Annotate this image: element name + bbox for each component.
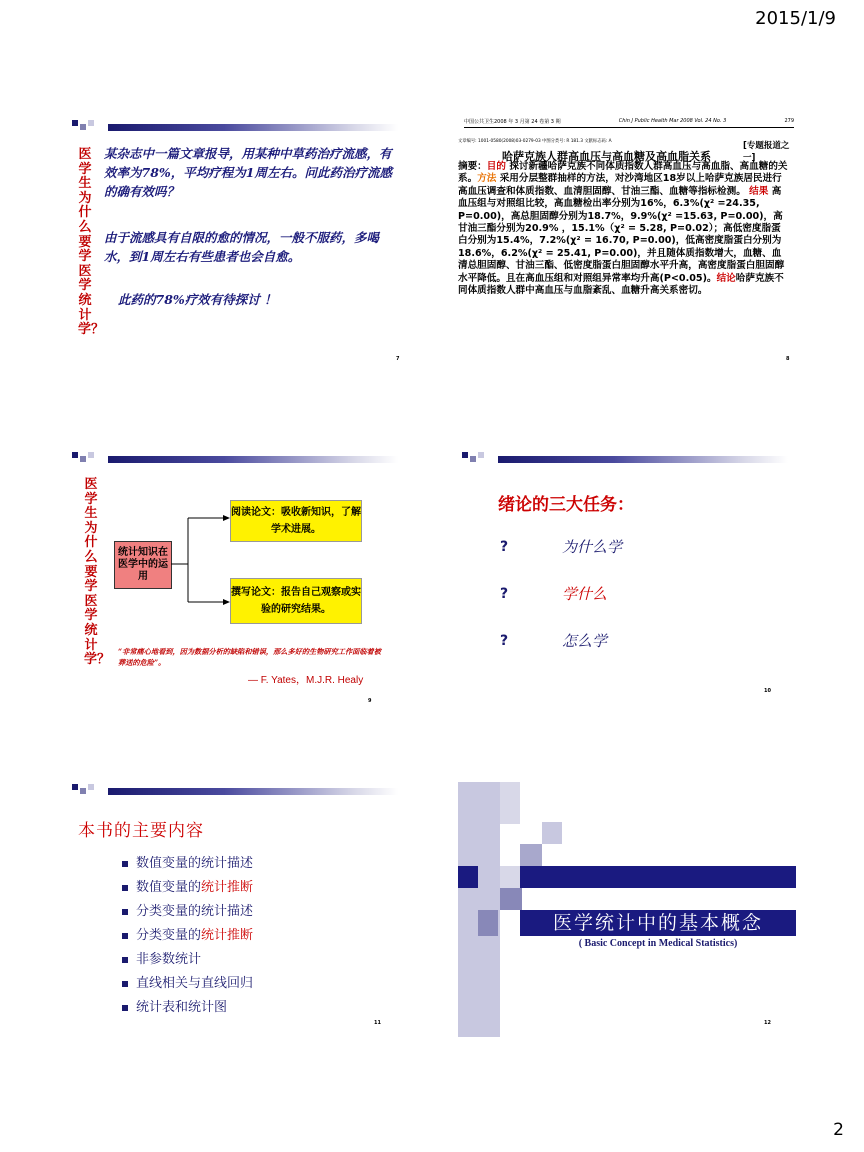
topic-tag: [专题报道之一] — [743, 141, 790, 163]
writing-papers-box: 撰写论文：报告自己观察或实验的研究结果。 — [230, 578, 362, 624]
slide-10 — [458, 450, 798, 705]
slide7-paragraph-2: 由于流感具有自限的愈的情况，一般不服药，多喝水，到1周左右有些患者也会自愈。 — [104, 230, 380, 264]
journal-header — [464, 118, 794, 128]
page-number: 2 — [833, 1120, 844, 1140]
question-mark: ? — [500, 586, 509, 602]
deco-square — [542, 822, 562, 844]
slide-number: 8 — [786, 356, 790, 362]
slide-number: 12 — [764, 1020, 771, 1026]
task-how: 怎么学 — [562, 632, 608, 650]
question-mark: ? — [500, 633, 509, 649]
list-item: 统计表和统计图 — [122, 996, 253, 1020]
deco-square — [458, 866, 478, 888]
slide-9 — [68, 450, 408, 705]
task-what: 学什么 — [562, 585, 608, 603]
slide7-paragraph-1: 某杂志中一篇文章报导，用某种中草药治疗流感，有效率为78%，平均疗程为1周左右。问此药治疗流感的确有效吗？ — [104, 146, 392, 199]
journal-mid: Chin J Public Health Mar 2008 Vol. 24 No. 3 — [618, 118, 727, 124]
contents-list — [122, 852, 253, 1020]
contents-heading: 本书的主要内容 — [78, 821, 204, 841]
deck-title: 医学统计中的基本概念 — [520, 910, 796, 936]
yates-quote: “非常痛心地看到，因为数据分析的缺陷和错误，那么多好的生物研究工作面临着被葬送的危险”。 — [118, 647, 381, 667]
slide-number: 10 — [764, 688, 771, 694]
deco-square — [520, 844, 542, 866]
list-item: 非参数统计 — [122, 948, 253, 972]
slide-decoration — [68, 782, 408, 796]
question-mark: ? — [500, 539, 509, 555]
page-date: 2015/1/9 — [755, 8, 836, 29]
deco-square — [478, 910, 498, 936]
slide-number: 9 — [368, 698, 372, 704]
list-item: 数值变量的统计描述 — [122, 852, 253, 876]
slide-12 — [458, 782, 798, 1037]
slide-number: 11 — [374, 1020, 381, 1026]
journal-left: 中国公共卫生2008 年 3 月第 24 卷第 3 期 — [464, 119, 561, 125]
vertical-title: 医学生为什么要学医学统计学？ — [84, 477, 111, 668]
article-title: 哈萨克族人群高血压与高血糖及高血脂关系 — [502, 150, 711, 163]
tasks-heading: 绪论的三大任务： — [498, 495, 634, 515]
slide-11 — [68, 782, 408, 1037]
list-item: 直线相关与直线回归 — [122, 972, 253, 996]
deco-square — [500, 866, 520, 888]
journal-page: 279 — [784, 118, 794, 124]
deco-square — [500, 888, 522, 910]
list-item: 分类变量的统计描述 — [122, 900, 253, 924]
slide-8 — [458, 118, 798, 373]
slide-decoration — [68, 118, 408, 132]
slide7-paragraph-3: 此药的78%疗效有待探讨 ！ — [118, 292, 277, 307]
abstract-body: 摘要：目的 探讨新疆哈萨克族不同体质指数人群高血压与高血脂、高血糖的关系。方法 采用分层整群抽样的方法，对沙湾地区18岁以上哈萨克族居民进行高血压调查和体质指数、血清胆固醇、甘油三酯、血糖等指标检测。 结果 高血压组与对照组比较，高血糖检出率分别为16%，6.3%(χ² =24.35, P=0.00)，高总胆固醇分别为18.7%，9.9%(χ² =15.63, P=0.00)，高甘油三酯分别为20.9% ，15.1%（χ² = 5.28, P=0.02）；高低密度脂蛋白分别为15.4%，7.2%(χ² = 16.70, P=0.00)，低高密度脂蛋白分别为18.6%，6.2%(χ² = 25.41, P=0.00)，并且随体质指数增大，血糖、血清总胆固醇、甘油三酯、低密度脂蛋白胆固醇水平升高，高密度脂蛋白胆固醇水平降低。且在高血压组和对照组异常率均升高(P<0.05)。结论哈萨克族不同体质指数人群中高血压与血脂紊乱、血糖升高关系密切。 — [458, 161, 788, 297]
reading-papers-box: 阅读论文：吸收新知识，了解学术进展。 — [230, 500, 362, 542]
deco-square — [500, 782, 520, 824]
statistics-application-box: 统计知识在医学中的运用 — [114, 541, 172, 589]
quote-attribution: — F. Yates，M.J.R. Healy — [248, 675, 364, 686]
slide-decoration — [458, 450, 798, 464]
article-meta: 文章编号: 1001-0580(2008)03-0279-03 中图分类号: R 181.3 文献标志码: A — [458, 139, 612, 144]
title-band-top — [520, 866, 796, 888]
list-item: 数值变量的统计推断 — [122, 876, 253, 900]
slide-number: 7 — [396, 356, 400, 362]
slide-7 — [68, 118, 408, 373]
task-why: 为什么学 — [562, 538, 623, 556]
list-item: 分类变量的统计推断 — [122, 924, 253, 948]
deck-subtitle: ( Basic Concept in Medical Statistics) — [578, 938, 738, 949]
vertical-title: 医学生为什么要学医学统计学？ — [78, 147, 105, 338]
